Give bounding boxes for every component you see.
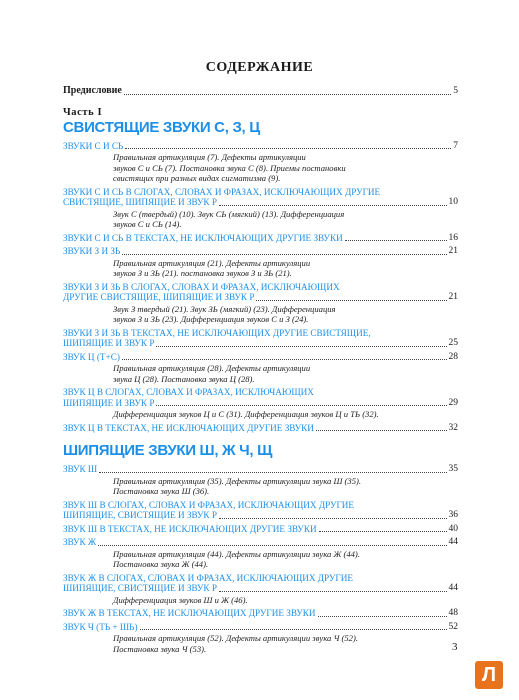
- dot-leader: [256, 300, 446, 301]
- toc-entry[interactable]: [63, 246, 458, 279]
- toc-entry-title-lines: [63, 500, 458, 511]
- toc-entry-description: [63, 549, 458, 570]
- toc-entry-title: ДРУГИЕ СВИСТЯЩИЕ, ШИПЯЩИЕ И ЗВУК Р: [63, 292, 255, 302]
- toc-entry-title-lines: [63, 328, 458, 339]
- toc-entry-page: 44: [448, 583, 458, 593]
- toc-entry-page: 35: [448, 464, 458, 474]
- dot-leader: [316, 430, 447, 431]
- toc-entry-description-line: свистящих при разных видах сигматизма (9).: [113, 173, 281, 183]
- toc-entry-description-line: Правильная артикуляция (52). Дефекты артикуляции звука Ч (52).: [113, 633, 358, 643]
- toc-entry-row: [63, 233, 458, 244]
- toc-entry-title: ШИПЯЩИЕ И ЗВУК Р: [63, 338, 155, 348]
- toc-entry-title-line: ЗВУКИ З И ЗЬ В ТЕКСТАХ, НЕ ИСКЛЮЧАЮЩИХ ДРУГИЕ СВИСТЯЩИЕ,: [63, 327, 371, 338]
- toc-entry-page: 32: [448, 422, 458, 433]
- dot-leader: [219, 205, 447, 206]
- toc-entry-page: 25: [448, 338, 458, 348]
- toc-entry-row: [63, 398, 458, 409]
- toc-entry-title-line: ЗВУК Ш В СЛОГАХ, СЛОВАХ И ФРАЗАХ, ИСКЛЮЧАЮЩИХ ДРУГИЕ: [63, 499, 355, 510]
- toc-entry[interactable]: [63, 524, 458, 535]
- toc-entry-description: [63, 633, 458, 654]
- toc-entry-description-line: Правильная артикуляция (21). Дефекты артикуляции: [113, 257, 311, 268]
- toc-entry-description-line: звука Ц (28). Постановка звука Ц (28).: [113, 373, 255, 384]
- toc-entry-title: ЗВУК Ц В ТЕКСТАХ, НЕ ИСКЛЮЧАЮЩИХ ДРУГИЕ ЗВУКИ: [63, 422, 314, 433]
- toc-entry-row: [63, 608, 458, 619]
- toc-entry-row: [63, 583, 458, 594]
- toc-entry-description: [63, 595, 458, 606]
- toc-entry-title-lines: [63, 573, 458, 584]
- dot-leader: [219, 591, 447, 592]
- toc-entry-description-line: Правильная артикуляция (44). Дефекты артикуляции звука Ж (44).: [113, 548, 360, 559]
- toc-entry[interactable]: [63, 573, 458, 606]
- table-of-contents: [63, 86, 458, 657]
- toc-entry-page: 48: [448, 608, 458, 618]
- toc-entry-page: 10: [448, 197, 458, 207]
- dot-leader: [122, 254, 446, 255]
- toc-entry-title-line: ЗВУК Ж В СЛОГАХ, СЛОВАХ И ФРАЗАХ, ИСКЛЮЧАЮЩИХ ДРУГИЕ: [63, 572, 353, 583]
- section-entries-hissing: [63, 464, 458, 654]
- toc-entry-description-line: Дифференциация звуков Ш и Ж (46).: [113, 594, 248, 605]
- toc-entry-description-line: звуков З и ЗЬ (23). Дифференциация звуков С и З (24).: [113, 314, 309, 324]
- toc-entry-row: [63, 352, 458, 363]
- toc-entry-description-line: Правильная артикуляция (28). Дефекты артикуляции: [113, 363, 311, 373]
- toc-entry-title: ЗВУКИ З И ЗЬ: [63, 246, 121, 256]
- toc-entry-page: 52: [448, 621, 458, 632]
- toc-entry-description-line: Звук С (твердый) (10). Звук СЬ (мягкий) (13). Дифференциация: [113, 208, 345, 219]
- toc-entry-row: [63, 464, 458, 475]
- toc-entry-description: [63, 209, 458, 230]
- toc-entry-title: ЗВУКИ С И СЬ В ТЕКСТАХ, НЕ ИСКЛЮЧАЮЩИХ ДРУГИЕ ЗВУКИ: [63, 232, 343, 243]
- toc-entry-page: 40: [448, 523, 458, 534]
- toc-entry-title: ЗВУК Ш В ТЕКСТАХ, НЕ ИСКЛЮЧАЮЩИХ ДРУГИЕ ЗВУКИ: [63, 523, 317, 534]
- toc-preface-page: 5: [453, 86, 458, 96]
- toc-entry-title: ЗВУК Ч (ТЬ + ШЬ): [63, 621, 138, 632]
- toc-entry-page: 29: [448, 397, 458, 408]
- toc-entry-title-line: ЗВУКИ З И ЗЬ В СЛОГАХ, СЛОВАХ И ФРАЗАХ, ИСКЛЮЧАЮЩИХ: [63, 281, 340, 292]
- toc-entry-description: [63, 304, 458, 325]
- toc-entry-page: 28: [448, 351, 458, 362]
- toc-entry[interactable]: [63, 500, 458, 521]
- dot-leader: [124, 94, 451, 95]
- toc-entry-title-lines: [63, 387, 458, 398]
- section-heading-hissing: ШИПЯЩИЕ ЗВУКИ Ш, Ж Ч, Щ: [63, 442, 273, 459]
- toc-entry-page: 36: [448, 510, 458, 520]
- dot-leader: [318, 616, 447, 617]
- toc-entry-title-line: ЗВУК Ц В СЛОГАХ, СЛОВАХ И ФРАЗАХ, ИСКЛЮЧАЮЩИХ: [63, 387, 314, 397]
- toc-entry-page: 21: [448, 292, 458, 302]
- toc-entry-page: 44: [448, 537, 458, 547]
- toc-entry[interactable]: [63, 464, 458, 497]
- toc-entry-description-line: Правильная артикуляция (35). Дефекты артикуляции звука Ш (35).: [113, 475, 362, 486]
- dot-leader: [156, 405, 446, 406]
- toc-entry[interactable]: [63, 387, 458, 420]
- toc-entry-description-line: Постановка звука Ж (44).: [113, 559, 209, 569]
- toc-entry-description-line: Звук З твердый (21). Звук ЗЬ (мягкий) (23). Дифференциация: [113, 303, 336, 314]
- toc-entry-page: 16: [448, 232, 458, 243]
- dot-leader: [345, 240, 447, 241]
- dot-leader: [156, 346, 446, 347]
- dot-leader: [99, 472, 446, 473]
- toc-entry-row: [63, 622, 458, 633]
- toc-entry-description: [63, 152, 458, 184]
- dot-leader: [219, 518, 447, 519]
- toc-entry-title: ШИПЯЩИЕ, СВИСТЯЩИЕ И ЗВУК Р: [63, 510, 217, 520]
- toc-entry-row: [63, 537, 458, 548]
- toc-entry-row: [63, 197, 458, 208]
- toc-entry-row: [63, 524, 458, 535]
- dot-leader: [98, 545, 446, 546]
- toc-entry-description: [63, 258, 458, 279]
- toc-entry[interactable]: [63, 423, 458, 434]
- publisher-logo: Л: [475, 661, 503, 689]
- toc-entry-row: [63, 338, 458, 349]
- toc-entry[interactable]: [63, 608, 458, 619]
- toc-entry-description-line: звуков З и ЗЬ (21). постановка звуков З и ЗЬ (21).: [113, 268, 292, 278]
- toc-entry-page: 21: [448, 246, 458, 256]
- dot-leader: [125, 148, 451, 149]
- toc-entry-title: ЗВУК Ж В ТЕКСТАХ, НЕ ИСКЛЮЧАЮЩИХ ДРУГИЕ ЗВУКИ: [63, 608, 316, 618]
- toc-entry-title: ШИПЯЩИЕ, СВИСТЯЩИЕ И ЗВУК Р: [63, 583, 217, 593]
- toc-entry[interactable]: [63, 141, 458, 184]
- toc-entry-description-line: Правильная артикуляция (7). Дефекты артикуляции: [113, 152, 306, 162]
- toc-entry-row: [63, 510, 458, 521]
- toc-entry-title: ЗВУК Ц (Т+С): [63, 351, 120, 362]
- toc-entry[interactable]: [63, 328, 458, 349]
- section-entries-whistling: [63, 141, 458, 434]
- toc-entry-row: [63, 292, 458, 303]
- toc-entry-description-line: звуков С и СЬ (14).: [113, 219, 182, 229]
- toc-entry-title: ШИПЯЩИЕ И ЗВУК Р: [63, 397, 155, 408]
- dot-leader: [140, 629, 447, 630]
- toc-entry-title-lines: [63, 282, 458, 293]
- toc-entry[interactable]: [63, 622, 458, 655]
- part-label: Часть I: [63, 106, 103, 118]
- toc-entry-row: [63, 141, 458, 152]
- toc-entry[interactable]: [63, 537, 458, 570]
- toc-entry[interactable]: [63, 352, 458, 385]
- toc-entry-description-line: Постановка звука Ш (36).: [113, 486, 210, 496]
- toc-entry-row: [63, 246, 458, 257]
- toc-entry-description: [63, 409, 458, 420]
- dot-leader: [122, 359, 447, 360]
- toc-entry[interactable]: [63, 282, 458, 325]
- toc-entry[interactable]: [63, 233, 458, 244]
- dot-leader: [319, 531, 447, 532]
- toc-entry[interactable]: [63, 187, 458, 230]
- page-title: СОДЕРЖАНИЕ: [205, 60, 314, 75]
- toc-preface-row[interactable]: [63, 86, 458, 97]
- toc-entry-title-lines: [63, 187, 458, 198]
- toc-entry-description-line: Дифференциация звуков Ц и С (31). Дифференциация звуков Ц и ТЬ (32).: [113, 409, 379, 419]
- page-number: 3: [452, 641, 458, 653]
- toc-entry-description: [63, 363, 458, 384]
- toc-entry-title: ЗВУК Ж: [63, 537, 97, 547]
- toc-entry-title: ЗВУК Ш: [63, 464, 98, 474]
- toc-entry-description-line: Постановка звука Ч (53).: [113, 643, 207, 654]
- toc-entry-description-line: звуков С и СЬ (7). Постановка звука С (8). Приемы постановки: [113, 162, 346, 173]
- toc-entry-row: [63, 423, 458, 434]
- toc-preface-label: Предисловие: [63, 85, 122, 96]
- section-heading-whistling: СВИСТЯЩИЕ ЗВУКИ С, З, Ц: [63, 118, 260, 136]
- toc-entry-title: ЗВУКИ С И СЬ: [63, 140, 124, 151]
- toc-entry-description: [63, 476, 458, 497]
- toc-entry-page: 7: [453, 140, 458, 151]
- toc-entry-title-line: ЗВУКИ С И СЬ В СЛОГАХ, СЛОВАХ И ФРАЗАХ, ИСКЛЮЧАЮЩИХ ДРУГИЕ: [63, 186, 381, 197]
- toc-entry-title: СВИСТЯЩИЕ, ШИПЯЩИЕ И ЗВУК Р: [63, 197, 217, 207]
